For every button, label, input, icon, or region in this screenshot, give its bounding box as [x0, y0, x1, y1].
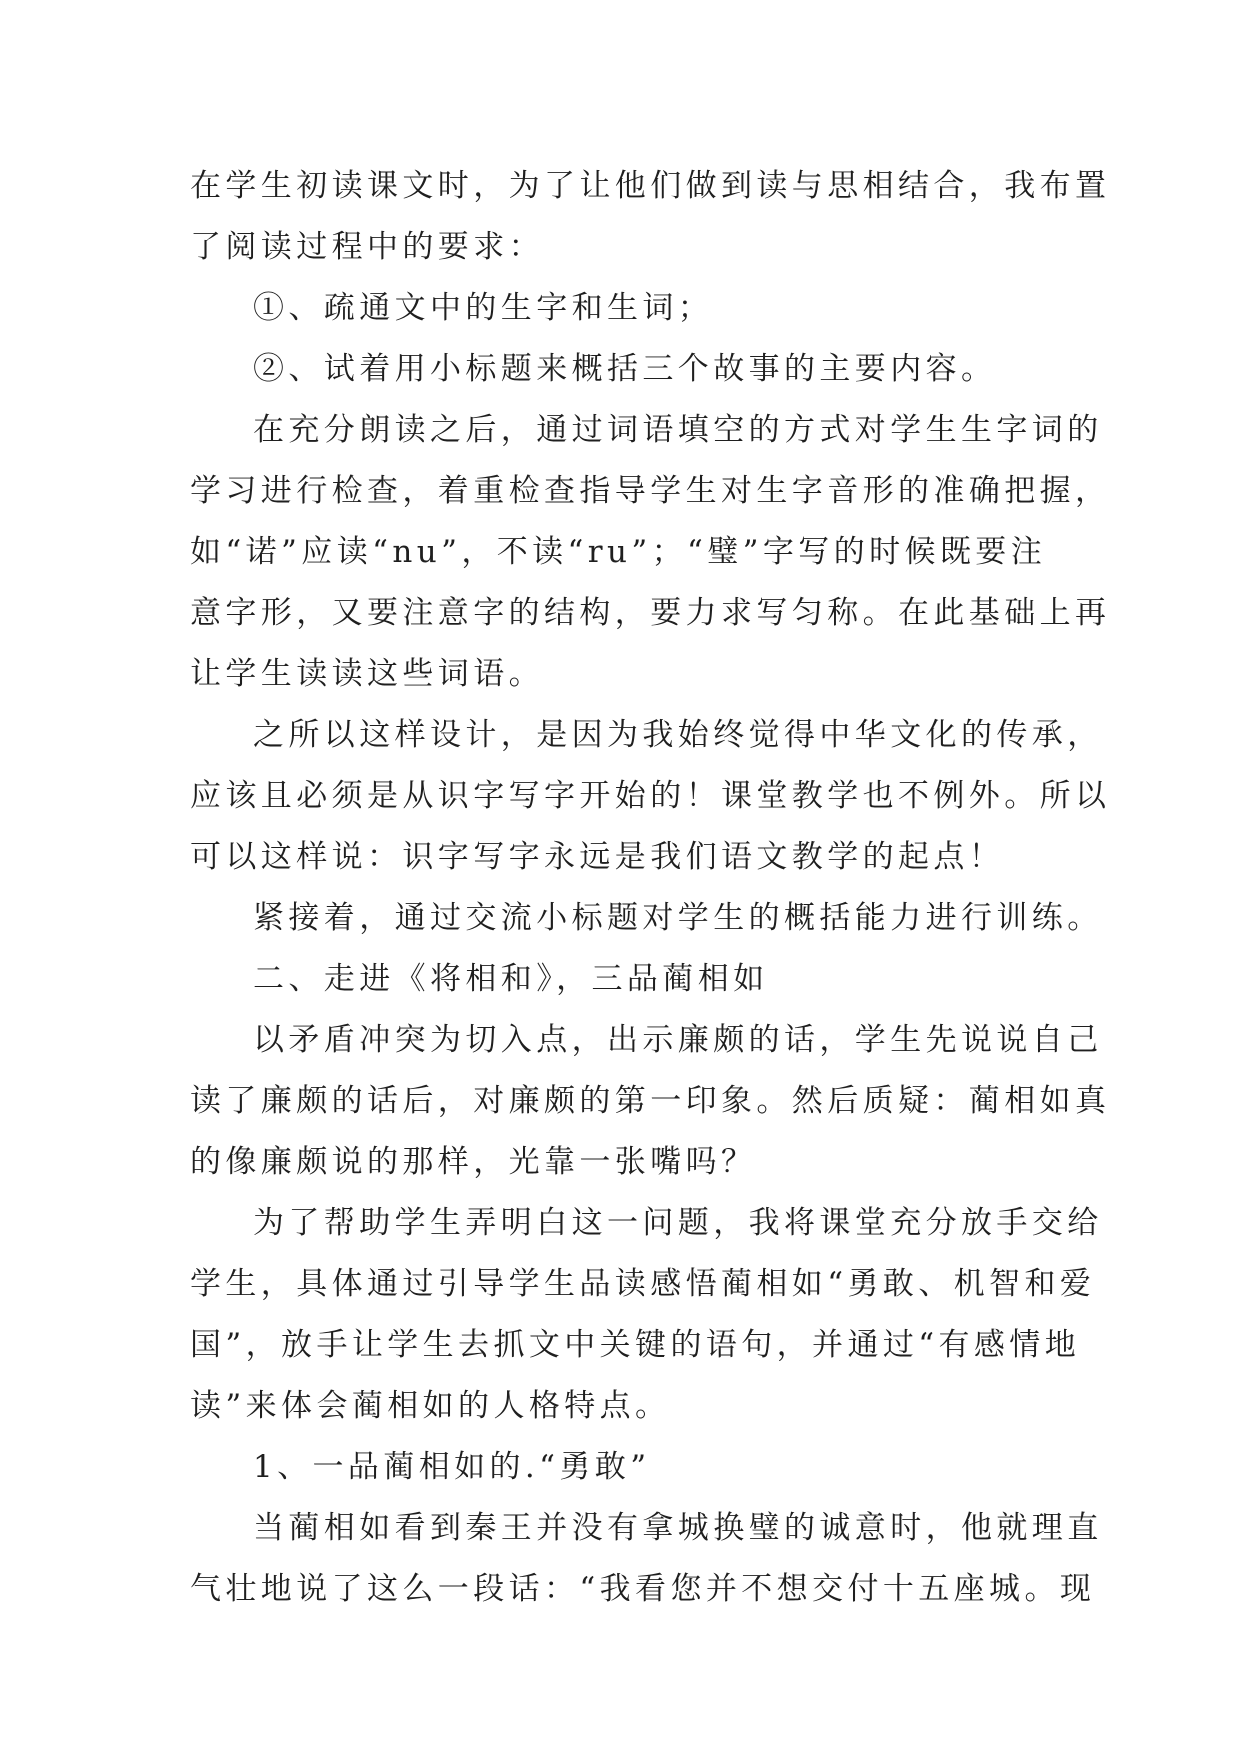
text-line: 的像廉颇说的那样，光靠一张嘴吗？ [190, 1144, 757, 1180]
text-line: 了阅读过程中的要求： [190, 229, 544, 265]
text-line: 让学生读读这些词语。 [190, 656, 544, 692]
text-line: 在充分朗读之后，通过词语填空的方式对学生生字词的 [253, 412, 1103, 448]
text-line: 意字形，又要注意字的结构，要力求写匀称。在此基础上再 [190, 595, 1111, 631]
text-line: 如“诺”应读“nu”，不读“ru”；“璧”字写的时候既要注 [190, 534, 1047, 570]
text-line: 学习进行检查，着重检查指导学生对生字音形的准确把握， [190, 473, 1111, 509]
text-line: 紧接着，通过交流小标题对学生的概括能力进行训练。 [253, 900, 1103, 936]
text-line: 可以这样说：识字写字永远是我们语文教学的起点！ [190, 839, 1005, 875]
text-line: 之所以这样设计，是因为我始终觉得中华文化的传承， [253, 717, 1103, 753]
text-line: 为了帮助学生弄明白这一问题，我将课堂充分放手交给 [253, 1205, 1103, 1241]
text-line: ①、疏通文中的生字和生词； [253, 290, 714, 326]
section-heading: 二、走进《将相和》，三品蔺相如 [253, 961, 769, 997]
text-line: ②、试着用小标题来概括三个故事的主要内容。 [253, 351, 997, 387]
text-line: 学生，具体通过引导学生品读感悟蔺相如“勇敢、机智和爱 [190, 1266, 1096, 1302]
subsection-heading: 1、一品蔺相如的.“勇敢” [253, 1449, 651, 1485]
text-line: 国”，放手让学生去抓文中关键的语句，并通过“有感情地 [190, 1327, 1081, 1363]
text-line: 读”来体会蔺相如的人格特点。 [190, 1388, 671, 1424]
text-line: 应该且必须是从识字写字开始的！课堂教学也不例外。所以 [190, 778, 1111, 814]
text-line: 读了廉颇的话后，对廉颇的第一印象。然后质疑：蔺相如真 [190, 1083, 1111, 1119]
text-line: 在学生初读课文时，为了让他们做到读与思相结合，我布置 [190, 168, 1111, 204]
text-line: 以矛盾冲突为切入点，出示廉颇的话，学生先说说自己 [253, 1022, 1103, 1058]
text-line: 气壮地说了这么一段话：“我看您并不想交付十五座城。现 [190, 1571, 1096, 1607]
text-line: 当蔺相如看到秦王并没有拿城换璧的诚意时，他就理直 [253, 1510, 1103, 1546]
